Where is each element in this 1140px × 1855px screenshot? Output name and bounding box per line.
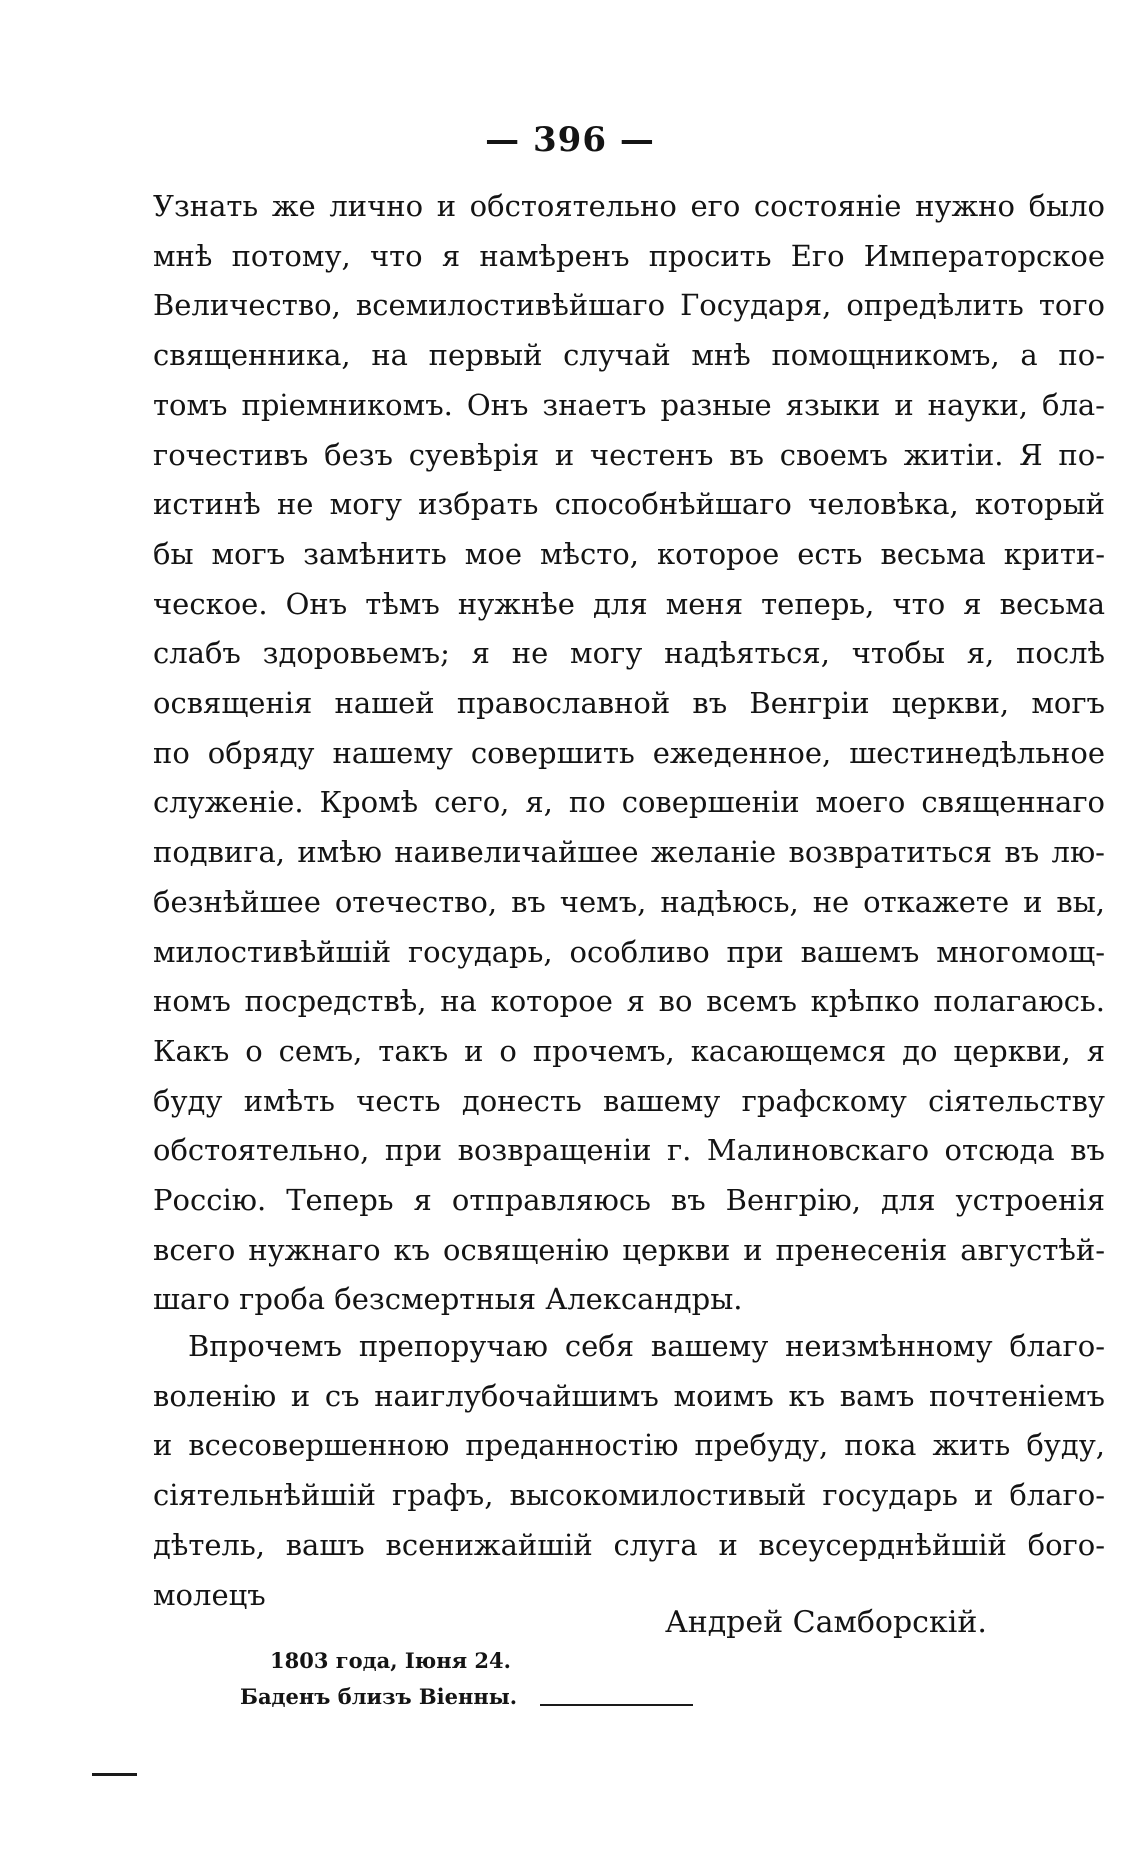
text-line: слабъ здоровьемъ; я не могу надѣяться, чтобы я, послѣ xyxy=(153,636,1105,671)
text-line: обстоятельно, при возвращеніи г. Малиновскаго отсюда въ xyxy=(153,1133,1105,1168)
text-line: Величество, всемилостивѣйшаго Государя, опредѣлить того xyxy=(153,288,1105,323)
text-line: ческое. Онъ тѣмъ нужнѣе для меня теперь, что я весьма xyxy=(153,586,1105,621)
text-line: Какъ о семъ, такъ и о прочемъ, касающемся до церкви, я xyxy=(153,1033,1105,1068)
text-line: Узнать же лично и обстоятельно его состояніе нужно было xyxy=(153,189,1105,223)
text-line: мнѣ потому, что я намѣренъ просить Его Императорское xyxy=(153,238,1105,273)
text-line: сіятельнѣйшій графъ, высокомилостивый государь и благо- xyxy=(153,1478,1105,1513)
signature: Андрей Самборскій. xyxy=(665,1605,987,1640)
text-line: буду имѣть честь донесть вашему графскому сіятельству xyxy=(153,1083,1105,1118)
letter-paragraph-2 xyxy=(153,1322,1105,1620)
text-line: милостивѣйшій государь, особливо при вашемъ многомощ- xyxy=(153,934,1105,969)
text-line: Россію. Теперь я отправляюсь въ Венгрію, для устроенія xyxy=(153,1183,1105,1218)
text-line: по обряду нашему совершить ежеденное, шестинедѣльное xyxy=(153,735,1105,770)
text-line: священника, на первый случай мнѣ помощникомъ, а по- xyxy=(153,338,1105,373)
text-line: истинѣ не могу избрать способнѣйшаго человѣка, который xyxy=(153,487,1105,522)
letter-place: Баденъ близъ Віенны. xyxy=(240,1684,518,1709)
text-line: номъ посредствѣ, на которое я во всемъ крѣпко полагаюсь. xyxy=(153,984,1105,1019)
page-number: — 396 — xyxy=(485,120,655,160)
text-line: служеніе. Кромѣ сего, я, по совершеніи моего священнаго xyxy=(153,785,1105,820)
text-line: всего нужнаго къ освященію церкви и пренесенія августѣй- xyxy=(153,1232,1105,1267)
letter-paragraph-1 xyxy=(153,182,1105,1325)
text-line: гочестивъ безъ суевѣрія и честенъ въ своемъ житіи. Я по- xyxy=(153,437,1105,472)
text-line: бы могъ замѣнить мое мѣсто, которое есть весьма крити- xyxy=(153,536,1105,571)
text-line: безнѣйшее отечество, въ чемъ, надѣюсь, не откажете и вы, xyxy=(153,884,1105,919)
text-line: воленію и съ наиглубочайшимъ моимъ къ вамъ почтеніемъ xyxy=(153,1378,1105,1413)
text-line: шаго гроба безсмертныя Александры. xyxy=(153,1282,743,1317)
text-line: Впрочемъ препоручаю себя вашему неизмѣнному благо- xyxy=(188,1329,1105,1363)
text-line: освященія нашей православной въ Венгріи церкви, могъ xyxy=(153,686,1105,721)
letter-date: 1803 года, Іюня 24. xyxy=(270,1648,511,1673)
text-line: молецъ xyxy=(153,1577,266,1612)
text-line: и всесовершенною преданностію пребуду, пока жить буду, xyxy=(153,1428,1105,1463)
text-line: томъ пріемникомъ. Онъ знаетъ разные языки и науки, бла- xyxy=(153,387,1105,422)
closing-rule xyxy=(540,1704,693,1706)
text-line: дѣтель, вашъ всенижайшій слуга и всеусерднѣйшій бого- xyxy=(153,1527,1105,1562)
text-line: подвига, имѣю наивеличайшее желаніе возвратиться въ лю- xyxy=(153,835,1105,870)
margin-dash xyxy=(92,1773,137,1776)
